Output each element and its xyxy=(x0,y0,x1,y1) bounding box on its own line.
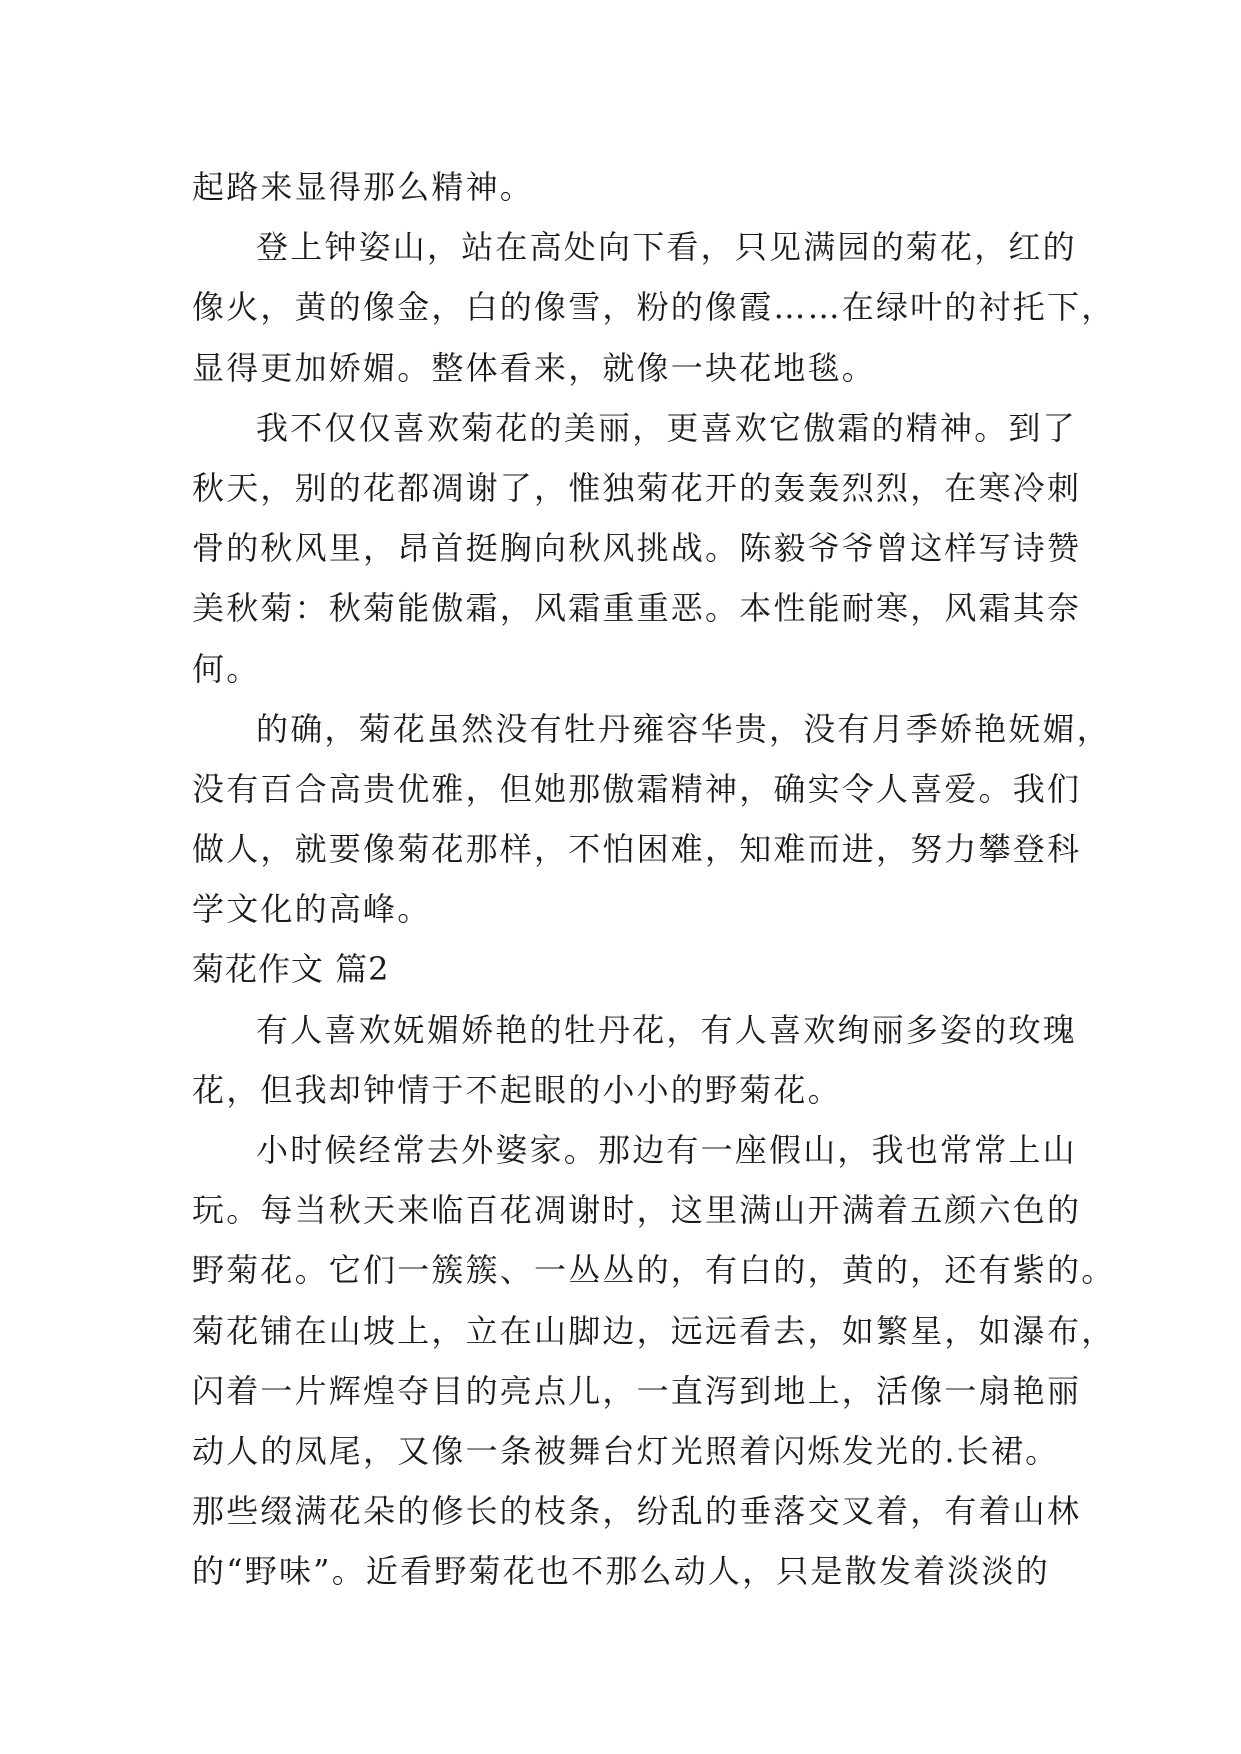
body-line: 起路来显得那么精神。 xyxy=(192,168,535,206)
body-line: 何。 xyxy=(192,649,261,688)
paragraph-first-line: 的确，菊花虽然没有牡丹雍容华贵，没有月季娇艳妩媚， xyxy=(256,709,1112,748)
body-line: 像火，黄的像金，白的像雪，粉的像霞……在绿叶的衬托下， xyxy=(192,288,1116,327)
body-line: 菊花铺在山坡上，立在山脚边，远远看去，如繁星，如瀑布， xyxy=(192,1311,1116,1350)
article-body xyxy=(192,157,1116,1602)
body-line: 闪着一片辉煌夺目的亮点儿，一直泻到地上，活像一扇艳丽 xyxy=(192,1371,1082,1410)
body-line: 做人，就要像菊花那样，不怕困难，知难而进，努力攀登科 xyxy=(192,830,1082,869)
body-line: 花，但我却钟情于不起眼的小小的野菊花。 xyxy=(192,1070,842,1109)
body-line: 美秋菊：秋菊能傲霜，风霜重重恶。本性能耐寒，风霜其奈 xyxy=(192,589,1082,628)
body-line: 的“野味”。近看野菊花也不那么动人，只是散发着淡淡的 xyxy=(192,1552,1050,1591)
body-line: 学文化的高峰。 xyxy=(192,890,432,929)
paragraph-first-line: 登上钟姿山，站在高处向下看，只见满园的菊花，红的 xyxy=(256,228,1077,267)
body-line: 动人的凤尾，又像一条被舞台灯光照着闪烁发光的.长裙。 xyxy=(192,1431,1060,1470)
body-line: 显得更加娇媚。整体看来，就像一块花地毯。 xyxy=(192,348,877,387)
body-line: 秋天，别的花都凋谢了，惟独菊花开的轰轰烈烈，在寒冷刺 xyxy=(192,468,1082,507)
body-line: 野菊花。它们一簇簇、一丛丛的，有白的，黄的，还有紫的。 xyxy=(192,1251,1116,1290)
section-heading: 菊花作文 篇2 xyxy=(192,950,390,989)
paragraph-first-line: 有人喜欢妩媚娇艳的牡丹花，有人喜欢绚丽多姿的玫瑰 xyxy=(256,1010,1077,1049)
body-line: 没有百合高贵优雅，但她那傲霜精神，确实令人喜爱。我们 xyxy=(192,769,1082,808)
paragraph-first-line: 小时候经常去外婆家。那边有一座假山，我也常常上山 xyxy=(256,1131,1077,1169)
body-line: 那些缀满花朵的修长的枝条，纷乱的垂落交叉着，有着山林 xyxy=(192,1492,1082,1531)
body-line: 玩。每当秋天来临百花凋谢时，这里满山开满着五颜六色的 xyxy=(192,1191,1082,1230)
body-line: 骨的秋风里，昂首挺胸向秋风挑战。陈毅爷爷曾这样写诗赞 xyxy=(192,529,1082,568)
paragraph-first-line: 我不仅仅喜欢菊花的美丽，更喜欢它傲霜的精神。到了 xyxy=(256,408,1077,447)
